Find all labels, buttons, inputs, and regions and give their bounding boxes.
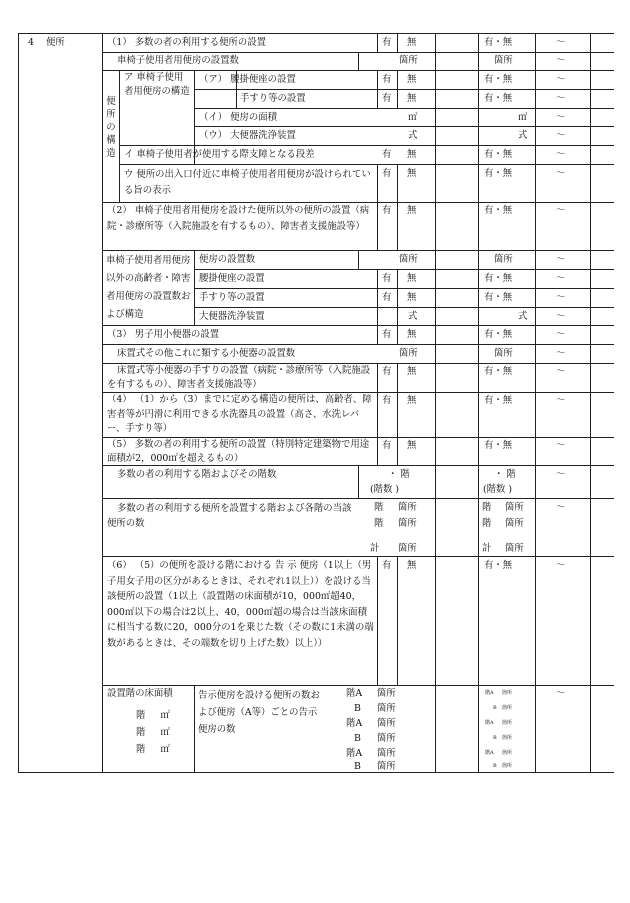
section-title: 便所	[46, 37, 65, 48]
yes-mark: 有	[382, 37, 392, 48]
tilde-mark: ～	[556, 93, 566, 104]
place-unit: 箇所	[377, 733, 396, 744]
yes-no-mark: 有・無	[484, 560, 513, 571]
tilde-mark: ～	[556, 55, 566, 66]
floor-count: (階数 )	[483, 484, 513, 495]
item-r4d: 大便器洗浄装置	[199, 311, 265, 322]
no-mark: 無	[407, 292, 417, 303]
yes-no-mark: 有・無	[484, 273, 513, 284]
structure-label: 便所の構造	[106, 96, 116, 159]
item-u: ウ 便所の出入口付近に車椅子使用者用便房が設けられている旨の表示	[124, 169, 371, 196]
set-unit: 式	[408, 311, 418, 322]
yes-no-mark: 有・無	[484, 149, 513, 160]
yes-no-mark: 有・無	[484, 93, 513, 104]
floor-label: 階	[482, 518, 492, 529]
tilde-mark: ～	[556, 37, 566, 48]
floor-dot: ・ 階	[388, 469, 410, 480]
item-r10: 多数の者の利用する階およびその階数	[117, 469, 277, 480]
item-r3: （2） 車椅子使用者用便房を設けた便所以外の便所の設置（病院・診療所等（入院施設を有するもの）、障害者支援施設等）	[107, 205, 370, 232]
tilde-mark: ～	[556, 348, 566, 359]
set-unit: 式	[518, 311, 528, 322]
item-a3: （イ） 便房の面積	[199, 112, 277, 123]
floor-label: 階	[482, 502, 492, 513]
item-a4: （ウ） 大便器洗浄装置	[199, 130, 296, 141]
floor-area-row: 階 ㎡	[136, 727, 170, 738]
b-label: B	[354, 761, 361, 772]
yes-mark: 有	[382, 560, 392, 571]
tilde-mark: ～	[556, 168, 566, 179]
small-place: 箇所	[502, 690, 513, 696]
tilde-mark: ～	[556, 130, 566, 141]
yes-no-mark: 有・無	[484, 205, 513, 216]
no-mark: 無	[407, 440, 417, 451]
floor-area-row: 階 ㎡	[136, 744, 170, 755]
no-mark: 無	[407, 205, 417, 216]
no-mark: 無	[407, 329, 417, 340]
tilde-mark: ～	[556, 395, 566, 406]
tilde-mark: ～	[556, 273, 566, 284]
place-unit: 箇所	[398, 518, 417, 529]
place-unit: 箇所	[494, 254, 513, 265]
floor-a-label: 階A	[346, 688, 363, 699]
tilde-mark: ～	[556, 366, 566, 377]
item-r11: 多数の者の利用する便所を設置する階および各階の当該便所の数	[107, 503, 352, 529]
b-label: B	[354, 703, 361, 714]
place-unit: 箇所	[505, 502, 524, 513]
no-mark: 無	[407, 560, 417, 571]
place-unit: 箇所	[399, 254, 418, 265]
no-mark: 無	[407, 395, 417, 406]
yes-no-mark: 有・無	[484, 440, 513, 451]
yes-no-mark: 有・無	[484, 329, 513, 340]
item-r5: （3） 男子用小便器の設置	[107, 329, 220, 340]
item-a-label: ア 車椅子使用者用便房の構造	[124, 72, 190, 97]
yes-mark: 有	[382, 440, 392, 451]
floor-label: 階	[374, 518, 384, 529]
yes-mark: 有	[382, 93, 392, 104]
yes-mark: 有	[382, 149, 392, 160]
place-unit: 箇所	[398, 502, 417, 513]
yes-mark: 有	[382, 329, 392, 340]
no-mark: 無	[407, 273, 417, 284]
tilde-mark: ～	[556, 149, 566, 160]
tilde-mark: ～	[556, 74, 566, 85]
yes-no-mark: 有・無	[484, 366, 513, 377]
yes-mark: 有	[382, 168, 392, 179]
item-r2: 車椅子使用者用便房の設置数	[117, 55, 239, 66]
tilde-mark: ～	[556, 502, 566, 513]
small-place: 箇所	[502, 750, 513, 756]
place-unit: 箇所	[377, 688, 396, 699]
no-mark: 無	[407, 149, 417, 160]
no-mark: 無	[407, 93, 417, 104]
no-mark: 無	[407, 74, 417, 85]
floor-label: 階	[374, 502, 384, 513]
tilde-mark: ～	[556, 469, 566, 480]
total-label: 計	[482, 543, 492, 554]
place-unit: 箇所	[399, 348, 418, 359]
yes-mark: 有	[382, 395, 392, 406]
item-r4c: 手すり等の設置	[199, 292, 265, 303]
item-r4a: 便房の設置数	[199, 254, 256, 265]
tilde-mark: ～	[556, 311, 566, 322]
area-unit: ㎡	[518, 112, 528, 123]
small-b-label: B	[493, 705, 497, 711]
place-unit: 箇所	[398, 543, 417, 554]
small-a-label: 階A	[485, 750, 494, 756]
small-a-label: 階A	[485, 690, 494, 696]
place-unit: 箇所	[505, 518, 524, 529]
small-place: 箇所	[502, 705, 513, 711]
item-r13-floor: 設置階の床面積	[107, 688, 173, 699]
checklist-table	[18, 33, 614, 773]
tilde-mark: ～	[556, 205, 566, 216]
yes-no-mark: 有・無	[484, 74, 513, 85]
yes-no-mark: 有・無	[484, 168, 513, 179]
item-r4-label: 車椅子使用者用便房以外の高齢者・障害者用便房の設置数および構造	[106, 255, 191, 320]
section-number: 4	[28, 37, 34, 48]
yes-mark: 有	[382, 74, 392, 85]
area-unit: ㎡	[408, 112, 418, 123]
item-r13-desc: 告示便房を設ける便所の数および便房（A等）ごとの告示便房の数	[198, 690, 320, 735]
small-place: 箇所	[502, 763, 513, 769]
small-a-label: 階A	[485, 720, 494, 726]
place-unit: 箇所	[377, 748, 396, 759]
item-r8: （4） （1）から（3）までに定める構造の便所は、高齢者、障害者等が円滑に利用できる水洗器具の設置（高さ、水洗レバー、手すり等）	[107, 394, 372, 434]
floor-a-label: 階A	[346, 748, 363, 759]
yes-mark: 有	[382, 366, 392, 377]
tilde-mark: ～	[556, 560, 566, 571]
item-a2: 手すり等の設置	[240, 93, 306, 104]
place-unit: 箇所	[494, 348, 513, 359]
yes-mark: 有	[382, 273, 392, 284]
tilde-mark: ～	[556, 329, 566, 340]
tilde-mark: ～	[556, 112, 566, 123]
small-place: 箇所	[502, 735, 513, 741]
floor-area-row: 階 ㎡	[136, 710, 170, 721]
item-r12: （6） （5）の便所を設ける階における 告 示 便房（1以上（男子用女子用の区分があるときは、それぞれ1以上））を設ける当該便所の設置（1以上（設置階の床面積が10，000㎡超40，000㎡以下の場合は2以上、40，000㎡超の場合は当該床面積に相当する数に20，000分の1を乗じた数（その数に1未満の端数があるときは、その端数を切り上げた数）以上））	[107, 560, 374, 649]
yes-no-mark: 有・無	[484, 37, 513, 48]
floor-count: (階数 )	[370, 484, 400, 495]
floor-dot: ・ 階	[494, 469, 516, 480]
no-mark: 無	[407, 37, 417, 48]
total-label: 計	[370, 543, 380, 554]
item-r7: 床置式等小便器の手すりの設置（病院・診療所等（入院施設を有するもの）、障害者支援施設等）	[107, 365, 371, 390]
place-unit: 箇所	[494, 55, 513, 66]
yes-mark: 有	[382, 292, 392, 303]
tilde-mark: ～	[556, 254, 566, 265]
place-unit: 箇所	[377, 703, 396, 714]
small-b-label: B	[493, 735, 497, 741]
tilde-mark: ～	[556, 292, 566, 303]
yes-no-mark: 有・無	[484, 292, 513, 303]
place-unit: 箇所	[377, 761, 396, 772]
tilde-mark: ～	[556, 688, 566, 699]
yes-no-mark: 有・無	[484, 395, 513, 406]
item-a1: （ア） 腰掛便座の設置	[199, 74, 296, 85]
set-unit: 式	[518, 130, 528, 141]
place-unit: 箇所	[505, 543, 524, 554]
item-r4b: 腰掛便座の設置	[199, 273, 265, 284]
b-label: B	[354, 733, 361, 744]
small-b-label: B	[493, 763, 497, 769]
item-r9: （5） 多数の者の利用する便所の設置（特別特定建築物で用途面積が2，000㎡を超えるもの）	[107, 439, 370, 464]
yes-mark: 有	[382, 205, 392, 216]
item-i: イ 車椅子使用者が使用する際支障となる段差	[124, 149, 315, 160]
tilde-mark: ～	[556, 440, 566, 451]
no-mark: 無	[407, 366, 417, 377]
item-r1: （1） 多数の者の利用する便所の設置	[107, 37, 266, 48]
set-unit: 式	[408, 130, 418, 141]
no-mark: 無	[407, 168, 417, 179]
small-place: 箇所	[502, 720, 513, 726]
item-r6: 床置式その他これに類する小便器の設置数	[117, 348, 296, 359]
floor-a-label: 階A	[346, 718, 363, 729]
place-unit: 箇所	[377, 718, 396, 729]
place-unit: 箇所	[399, 55, 418, 66]
